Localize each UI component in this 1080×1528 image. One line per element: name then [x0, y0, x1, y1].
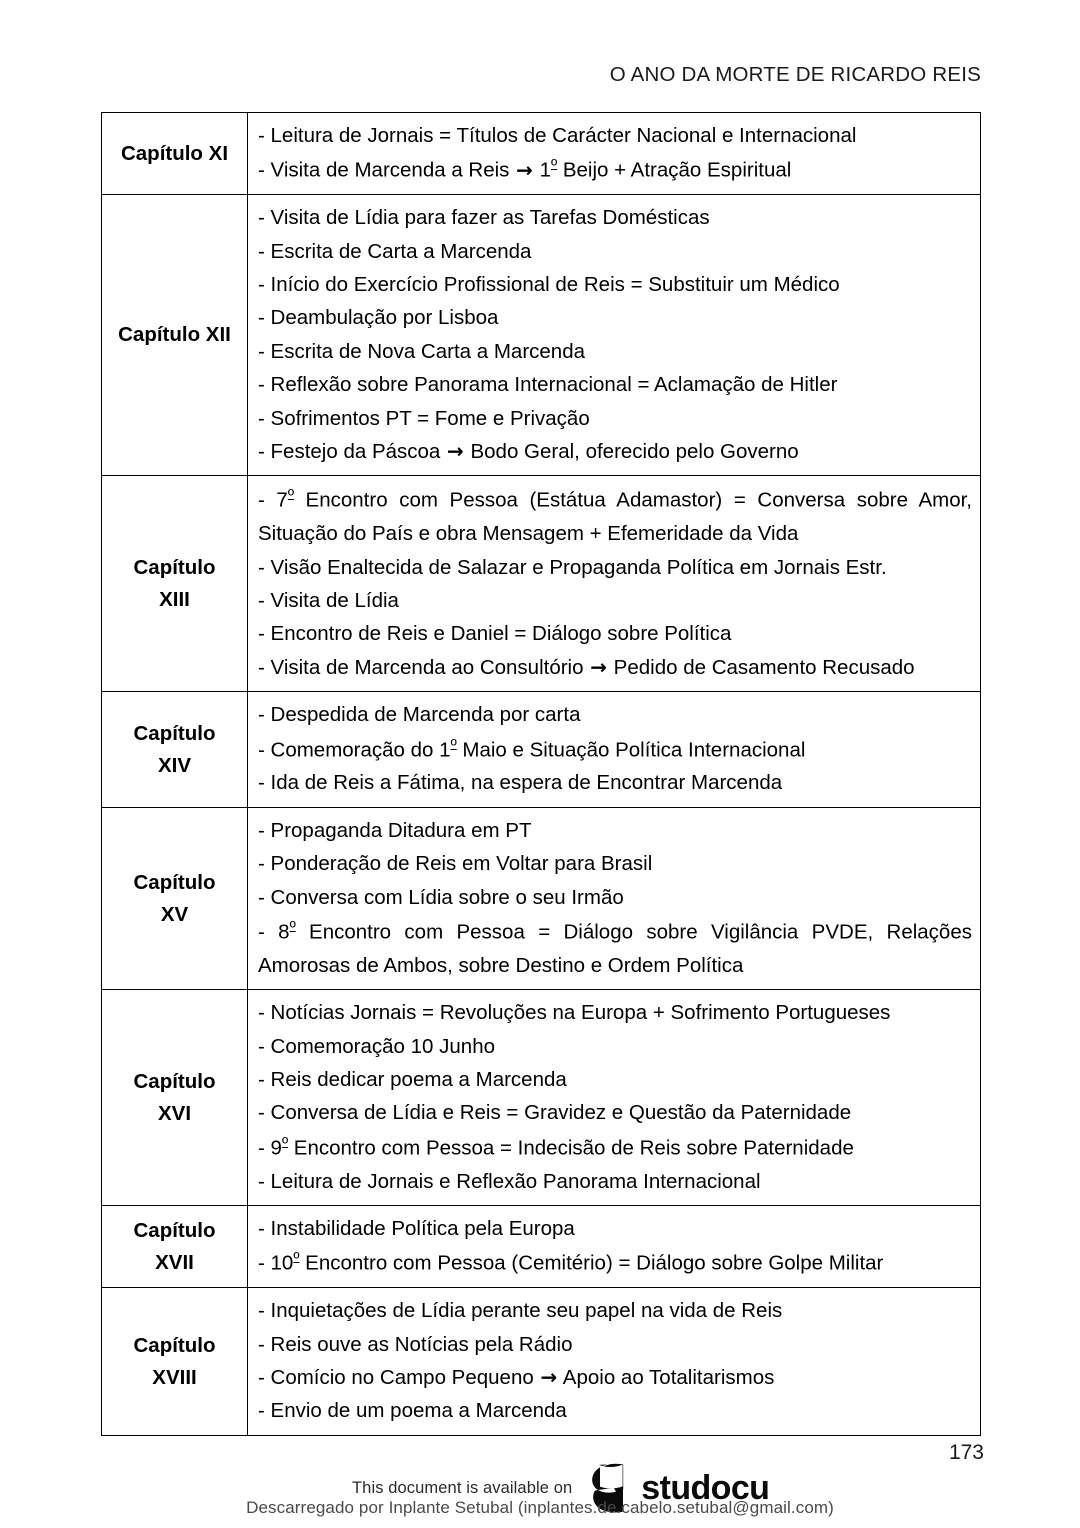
chapter-label-line: XVI	[157, 1101, 192, 1125]
right-arrow-icon: →	[540, 1365, 558, 1390]
chapter-events-cell	[248, 807, 981, 989]
chapter-events-cell	[248, 1288, 981, 1436]
chapter-label-cell	[102, 1288, 248, 1436]
chapter-label-line: XVIII	[152, 1365, 197, 1389]
chapter-label-line: XIII	[159, 587, 190, 611]
table-row	[102, 807, 981, 989]
table-body	[102, 113, 981, 1436]
chapter-event: - Encontro de Reis e Daniel = Diálogo sobre Política	[258, 622, 732, 646]
chapter-event: - Visita de Lídia para fazer as Tarefas Domésticas	[258, 206, 710, 230]
chapter-label-line: Capítulo	[133, 1333, 216, 1357]
page-footer	[0, 1432, 1080, 1528]
chapter-events-cell	[248, 113, 981, 195]
chapter-event: - Reis dedicar poema a Marcenda	[258, 1068, 567, 1092]
chapter-label-cell	[102, 195, 248, 476]
chapter-event: - $10^º$ Encontro com Pessoa (Cemitério) = Diálogo sobre Golpe Militar	[258, 1249, 884, 1275]
chapter-events-cell	[248, 1206, 981, 1288]
chapter-label-line: Capítulo XII	[118, 323, 231, 347]
chapter-event: - Inquietações de Lídia perante seu papel na vida de Reis	[258, 1299, 783, 1323]
chapter-event: - Festejo da Páscoa → Bodo Geral, oferecido pelo Governo	[258, 439, 799, 464]
chapter-events-cell	[248, 476, 981, 692]
chapter-event: - Reis ouve as Notícias pela Rádio	[258, 1332, 573, 1356]
right-arrow-icon: →	[447, 439, 464, 464]
chapter-event: - Ponderação de Reis em Voltar para Brasil	[258, 852, 653, 876]
chapter-label-cell	[102, 476, 248, 692]
chapter-summary-table	[101, 112, 981, 1436]
chapter-event: - Visita de Lídia	[258, 589, 399, 613]
chapter-label-cell	[102, 807, 248, 989]
chapter-event: - Deambulação por Lisboa	[258, 306, 499, 330]
chapter-event: - Escrita de Carta a Marcenda	[258, 239, 532, 263]
running-head-title: O ANO DA MORTE DE RICARDO REIS	[609, 63, 981, 86]
chapter-label-line: XIV	[157, 753, 192, 777]
studocu-brand-name: studocu	[641, 1469, 770, 1507]
chapter-event: - Visão Enaltecida de Salazar e Propaganda Política em Jornais Estr.	[258, 555, 887, 579]
table-row	[102, 990, 981, 1206]
chapter-events-cell	[248, 692, 981, 808]
chapter-event: - Leitura de Jornais e Reflexão Panorama Internacional	[258, 1169, 761, 1193]
chapter-event: - Visita de Marcenda ao Consultório → Pedido de Casamento Recusado	[258, 654, 915, 679]
chapter-event: - Leitura de Jornais = Títulos de Carácter Nacional e Internacional	[258, 124, 857, 147]
chapter-event: - Visita de Marcenda a Reis → $1^º$ Beijo + Atração Espiritual	[258, 156, 792, 182]
chapter-event: - Comemoração 10 Junho	[258, 1034, 496, 1058]
chapter-event: - Comemoração do $1^º$ Maio e Situação Política Internacional	[258, 735, 806, 762]
chapter-label-cell	[102, 113, 248, 195]
chapter-event: - Envio de um poema a Marcenda	[258, 1399, 567, 1423]
promo-text: This document is available on	[352, 1478, 573, 1497]
chapter-event: - Reflexão sobre Panorama Internacional = Aclamação de Hitler	[258, 373, 838, 397]
table-row	[102, 113, 981, 195]
chapter-event: - $9^º$ Encontro com Pessoa = Indecisão de Reis sobre Paternidade	[258, 1133, 854, 1160]
table-row	[102, 476, 981, 692]
downloaded-by-watermark: Descarregado por Inplante Setubal (inplantes.de.cabelo.setubal@gmail.com)	[246, 1498, 834, 1517]
right-arrow-icon: →	[516, 157, 533, 182]
table-row	[102, 195, 981, 476]
chapter-label-line: Capítulo	[133, 1218, 216, 1242]
chapter-label-line: Capítulo	[133, 1069, 216, 1093]
table-row	[102, 1288, 981, 1436]
chapter-label-line: Capítulo XI	[120, 141, 229, 165]
chapter-event: - Comício no Campo Pequeno → Apoio ao Totalitarismos	[258, 1365, 775, 1390]
chapter-label-line: Capítulo	[133, 870, 216, 894]
page-number: 173	[948, 1441, 984, 1464]
chapter-label-cell	[102, 1206, 248, 1288]
chapter-label-line: XV	[160, 902, 189, 926]
chapter-events-cell	[248, 195, 981, 476]
chapter-event: - Ida de Reis a Fátima, na espera de Encontrar Marcenda	[258, 771, 783, 795]
chapter-events-cell	[248, 990, 981, 1206]
chapter-label-line: Capítulo	[133, 556, 216, 580]
chapter-event: - Instabilidade Política pela Europa	[258, 1217, 575, 1241]
chapter-event: - Propaganda Ditadura em PT	[258, 818, 532, 842]
chapter-event: - $7^º$ Encontro com Pessoa (Estátua Adamastor) = Conversa sobre Amor, Situação do País e obra Mensagem + Efemeridade da Vida	[258, 486, 972, 546]
chapter-label-cell	[102, 692, 248, 808]
right-arrow-icon: →	[590, 654, 607, 679]
chapter-event: - Conversa de Lídia e Reis = Gravidez e Questão da Paternidade	[258, 1101, 852, 1125]
chapter-event: - Despedida de Marcenda por carta	[258, 703, 581, 727]
chapter-label-cell	[102, 990, 248, 1206]
table-row	[102, 692, 981, 808]
chapter-event: - Escrita de Nova Carta a Marcenda	[258, 339, 585, 363]
chapter-label-line: Capítulo	[133, 721, 216, 745]
chapter-event: - Sofrimentos PT = Fome e Privação	[258, 406, 590, 430]
chapter-event: - Notícias Jornais = Revoluções na Europa + Sofrimento Portugueses	[258, 1001, 891, 1025]
chapter-event: - $8^º$ Encontro com Pessoa = Diálogo sobre Vigilância PVDE, Relações Amorosas de Ambos, sobre Destino e Ordem Política	[258, 918, 972, 977]
chapter-event: - Conversa com Lídia sobre o seu Irmão	[258, 885, 624, 909]
chapter-label-line: XVII	[155, 1250, 194, 1274]
chapter-event: - Início do Exercício Profissional de Reis = Substituir um Médico	[258, 273, 840, 296]
table-row	[102, 1206, 981, 1288]
